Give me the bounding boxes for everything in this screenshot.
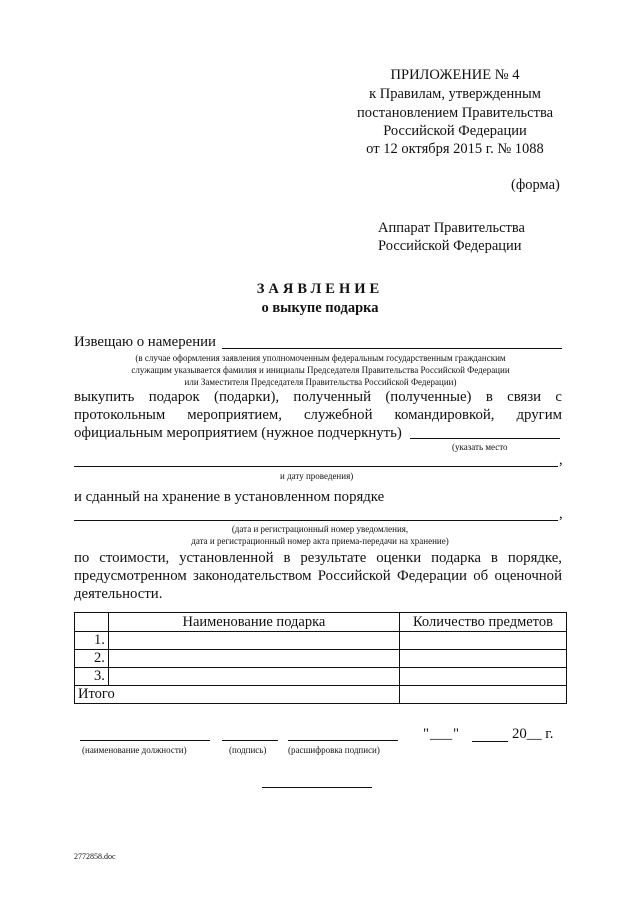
intent-note: (в случае оформления заявления уполномоченным федеральным государственным гражданским	[135, 353, 506, 363]
row-number: 1.	[75, 632, 109, 650]
decode-caption: (расшифровка подписи)	[288, 745, 380, 755]
appendix-number: ПРИЛОЖЕНИЕ № 4	[390, 67, 520, 83]
addressee-line: Российской Федерации	[378, 238, 522, 254]
storage-note: дата и регистрационный номер акта приема-передачи на хранение)	[191, 536, 449, 546]
date-close-quote: "	[453, 726, 460, 742]
header-line: от 12 октября 2015 г. № 1088	[366, 141, 544, 157]
date-year: 20__ г.	[512, 726, 554, 742]
total-label: Итого	[75, 686, 400, 704]
gifts-table	[74, 612, 567, 704]
table-total-row	[75, 686, 567, 704]
header-line: Российской Федерации	[383, 123, 527, 139]
document-subtitle: о выкупе подарка	[261, 300, 379, 316]
storage-text: и сданный на хранение в установленном порядке	[74, 489, 385, 505]
form-label: (форма)	[511, 177, 560, 193]
table-row	[75, 632, 567, 650]
total-qty-cell[interactable]	[399, 686, 566, 704]
table-row	[75, 650, 567, 668]
gift-qty-cell[interactable]	[399, 650, 566, 668]
file-name: 2772858.doc	[74, 852, 116, 861]
header-line: к Правилам, утвержденным	[369, 86, 541, 102]
table-header-cell: Наименование подарка	[108, 613, 399, 632]
table-header-row	[75, 613, 567, 632]
decode-line	[288, 740, 398, 741]
date-month-line[interactable]	[472, 741, 508, 742]
comma: ,	[559, 452, 563, 468]
row-number: 2.	[75, 650, 109, 668]
table-header-cell: Количество предметов	[399, 613, 566, 632]
storage-field-line	[74, 520, 558, 521]
gift-name-cell[interactable]	[108, 650, 399, 668]
paragraph-line: по стоимости, установленной в результате оценки подарка в порядке,	[74, 550, 562, 566]
comma: ,	[559, 506, 563, 522]
signature-caption: (подпись)	[229, 745, 267, 755]
place-note: (указать место	[452, 442, 508, 452]
event-date-line	[74, 466, 558, 467]
storage-note: (дата и регистрационный номер уведомления,	[231, 524, 409, 534]
signature-line	[222, 740, 278, 741]
paragraph-line: предусмотренном законодательством Российской Федерации об оценочной	[74, 568, 562, 584]
header-line: постановлением Правительства	[356, 105, 554, 121]
intent-text: Извещаю о намерении	[74, 334, 216, 350]
gift-name-cell[interactable]	[108, 668, 399, 686]
position-caption: (наименование должности)	[82, 745, 187, 755]
intent-note: или Заместителя Председателя Правительства Российской Федерации)	[184, 377, 457, 387]
row-number: 3.	[75, 668, 109, 686]
table-row	[75, 668, 567, 686]
applicant-field-line	[222, 348, 562, 349]
separator-line	[262, 787, 372, 788]
date-note: и дату проведения)	[280, 471, 354, 481]
paragraph-line: официальным мероприятием (нужное подчеркнуть)	[74, 425, 402, 441]
document-title: ЗАЯВЛЕНИЕ	[256, 281, 384, 297]
gift-name-cell[interactable]	[108, 632, 399, 650]
intent-note: служащим указывается фамилия и инициалы Председателя Правительства Российской Федерации	[131, 365, 510, 375]
date-open-quote: "	[423, 726, 430, 742]
position-line	[80, 740, 210, 741]
gift-qty-cell[interactable]	[399, 668, 566, 686]
gift-qty-cell[interactable]	[399, 632, 566, 650]
date-day-blank[interactable]: ___	[430, 726, 453, 742]
paragraph-line: протокольным мероприятием, служебной командировкой, другим	[74, 407, 562, 423]
paragraph-line: выкупить подарок (подарки), полученный (полученные) в связи с	[74, 389, 562, 405]
table-header-cell	[75, 613, 109, 632]
paragraph-line: деятельности.	[74, 586, 163, 602]
addressee-line: Аппарат Правительства	[378, 220, 525, 236]
event-field-line	[410, 438, 560, 439]
